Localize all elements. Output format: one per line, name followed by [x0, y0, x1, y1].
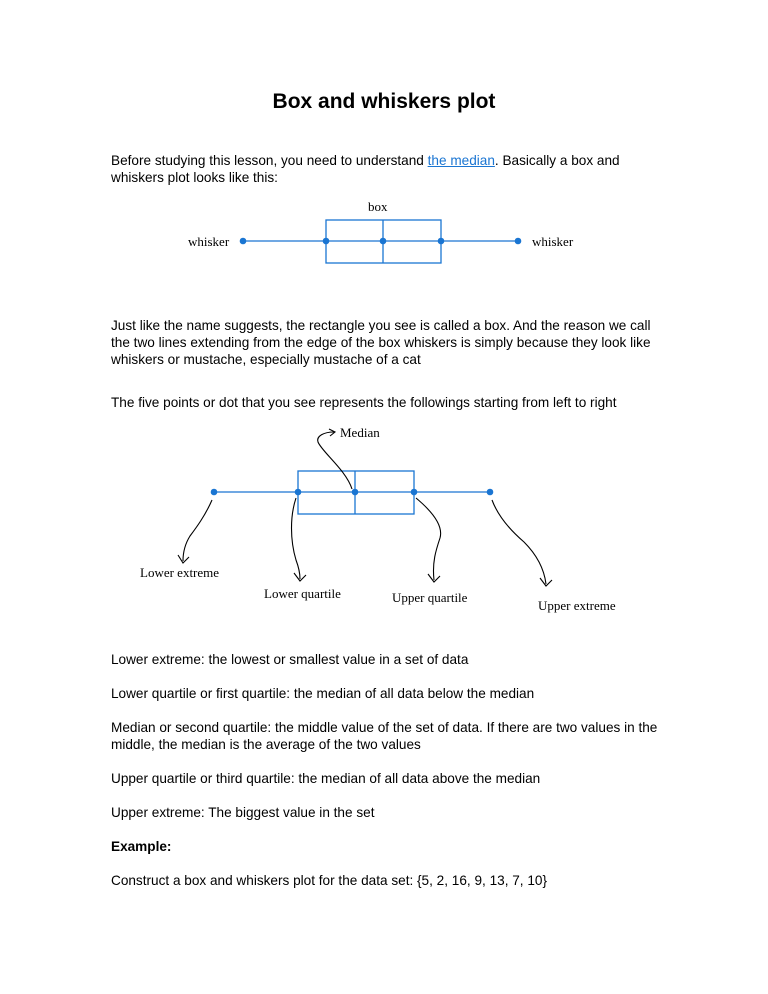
points-paragraph: The five points or dot that you see represents the followings starting from left to right [111, 395, 617, 410]
whisker-right-label: whisker [532, 234, 574, 249]
intro-text-before: Before studying this lesson, you need to understand [111, 153, 428, 168]
definition-lower-quartile: Lower quartile or first quartile: the median of all data below the median [111, 686, 535, 701]
annotated-point-lower-quartile [295, 489, 302, 496]
intro-text-after: . Basically a box and whiskers plot looks like this: [111, 153, 620, 185]
median-arrow [318, 432, 352, 489]
upper-quartile-arrow [416, 498, 441, 580]
point-median [380, 238, 387, 245]
point-lower-quartile [323, 238, 330, 245]
point-upper-quartile [438, 238, 445, 245]
box-whisker-figure [0, 195, 768, 275]
point-upper-extreme [515, 238, 522, 245]
definition-upper-quartile: Upper quartile or third quartile: the median of all data above the median [111, 771, 541, 786]
annotation-arrows [178, 429, 552, 586]
intro-paragraph [111, 152, 671, 186]
lower-quartile-label: Lower quartile [264, 586, 341, 601]
median-link[interactable]: the median [427, 153, 495, 168]
lower-extreme-label: Lower extreme [140, 565, 220, 580]
box-explanation-paragraph: Just like the name suggests, the rectangle you see is called a box. And the reason we call the two lines extending from the edge of the box whiskers is simply because they look like whiskers or mustache, especially mustache of a cat [111, 318, 651, 367]
upper-quartile-label: Upper quartile [392, 590, 468, 605]
page-title: Box and whiskers plot [272, 90, 496, 113]
upper-extreme-arrow [492, 500, 546, 584]
whisker-left-label: whisker [188, 234, 230, 249]
median-annotation-label: Median [340, 425, 380, 440]
annotated-point-median [352, 489, 359, 496]
example-text: Construct a box and whiskers plot for the data set: {5, 2, 16, 9, 13, 7, 10} [111, 873, 548, 888]
definition-median: Median or second quartile: the middle value of the set of data. If there are two values in the middle, the median is the average of the two values [111, 720, 658, 752]
annotated-point-upper-extreme [487, 489, 494, 496]
example-heading: Example: [111, 839, 172, 854]
definition-lower-extreme: Lower extreme: the lowest or smallest value in a set of data [111, 652, 469, 667]
lower-quartile-arrow [292, 498, 301, 579]
lower-extreme-arrow [183, 500, 212, 561]
upper-extreme-label: Upper extreme [538, 598, 616, 613]
annotated-box-whisker-figure [0, 420, 768, 620]
annotated-point-lower-extreme [211, 489, 218, 496]
box-label: box [368, 199, 388, 214]
definition-upper-extreme: Upper extreme: The biggest value in the set [111, 805, 375, 820]
annotated-point-upper-quartile [411, 489, 418, 496]
point-lower-extreme [240, 238, 247, 245]
